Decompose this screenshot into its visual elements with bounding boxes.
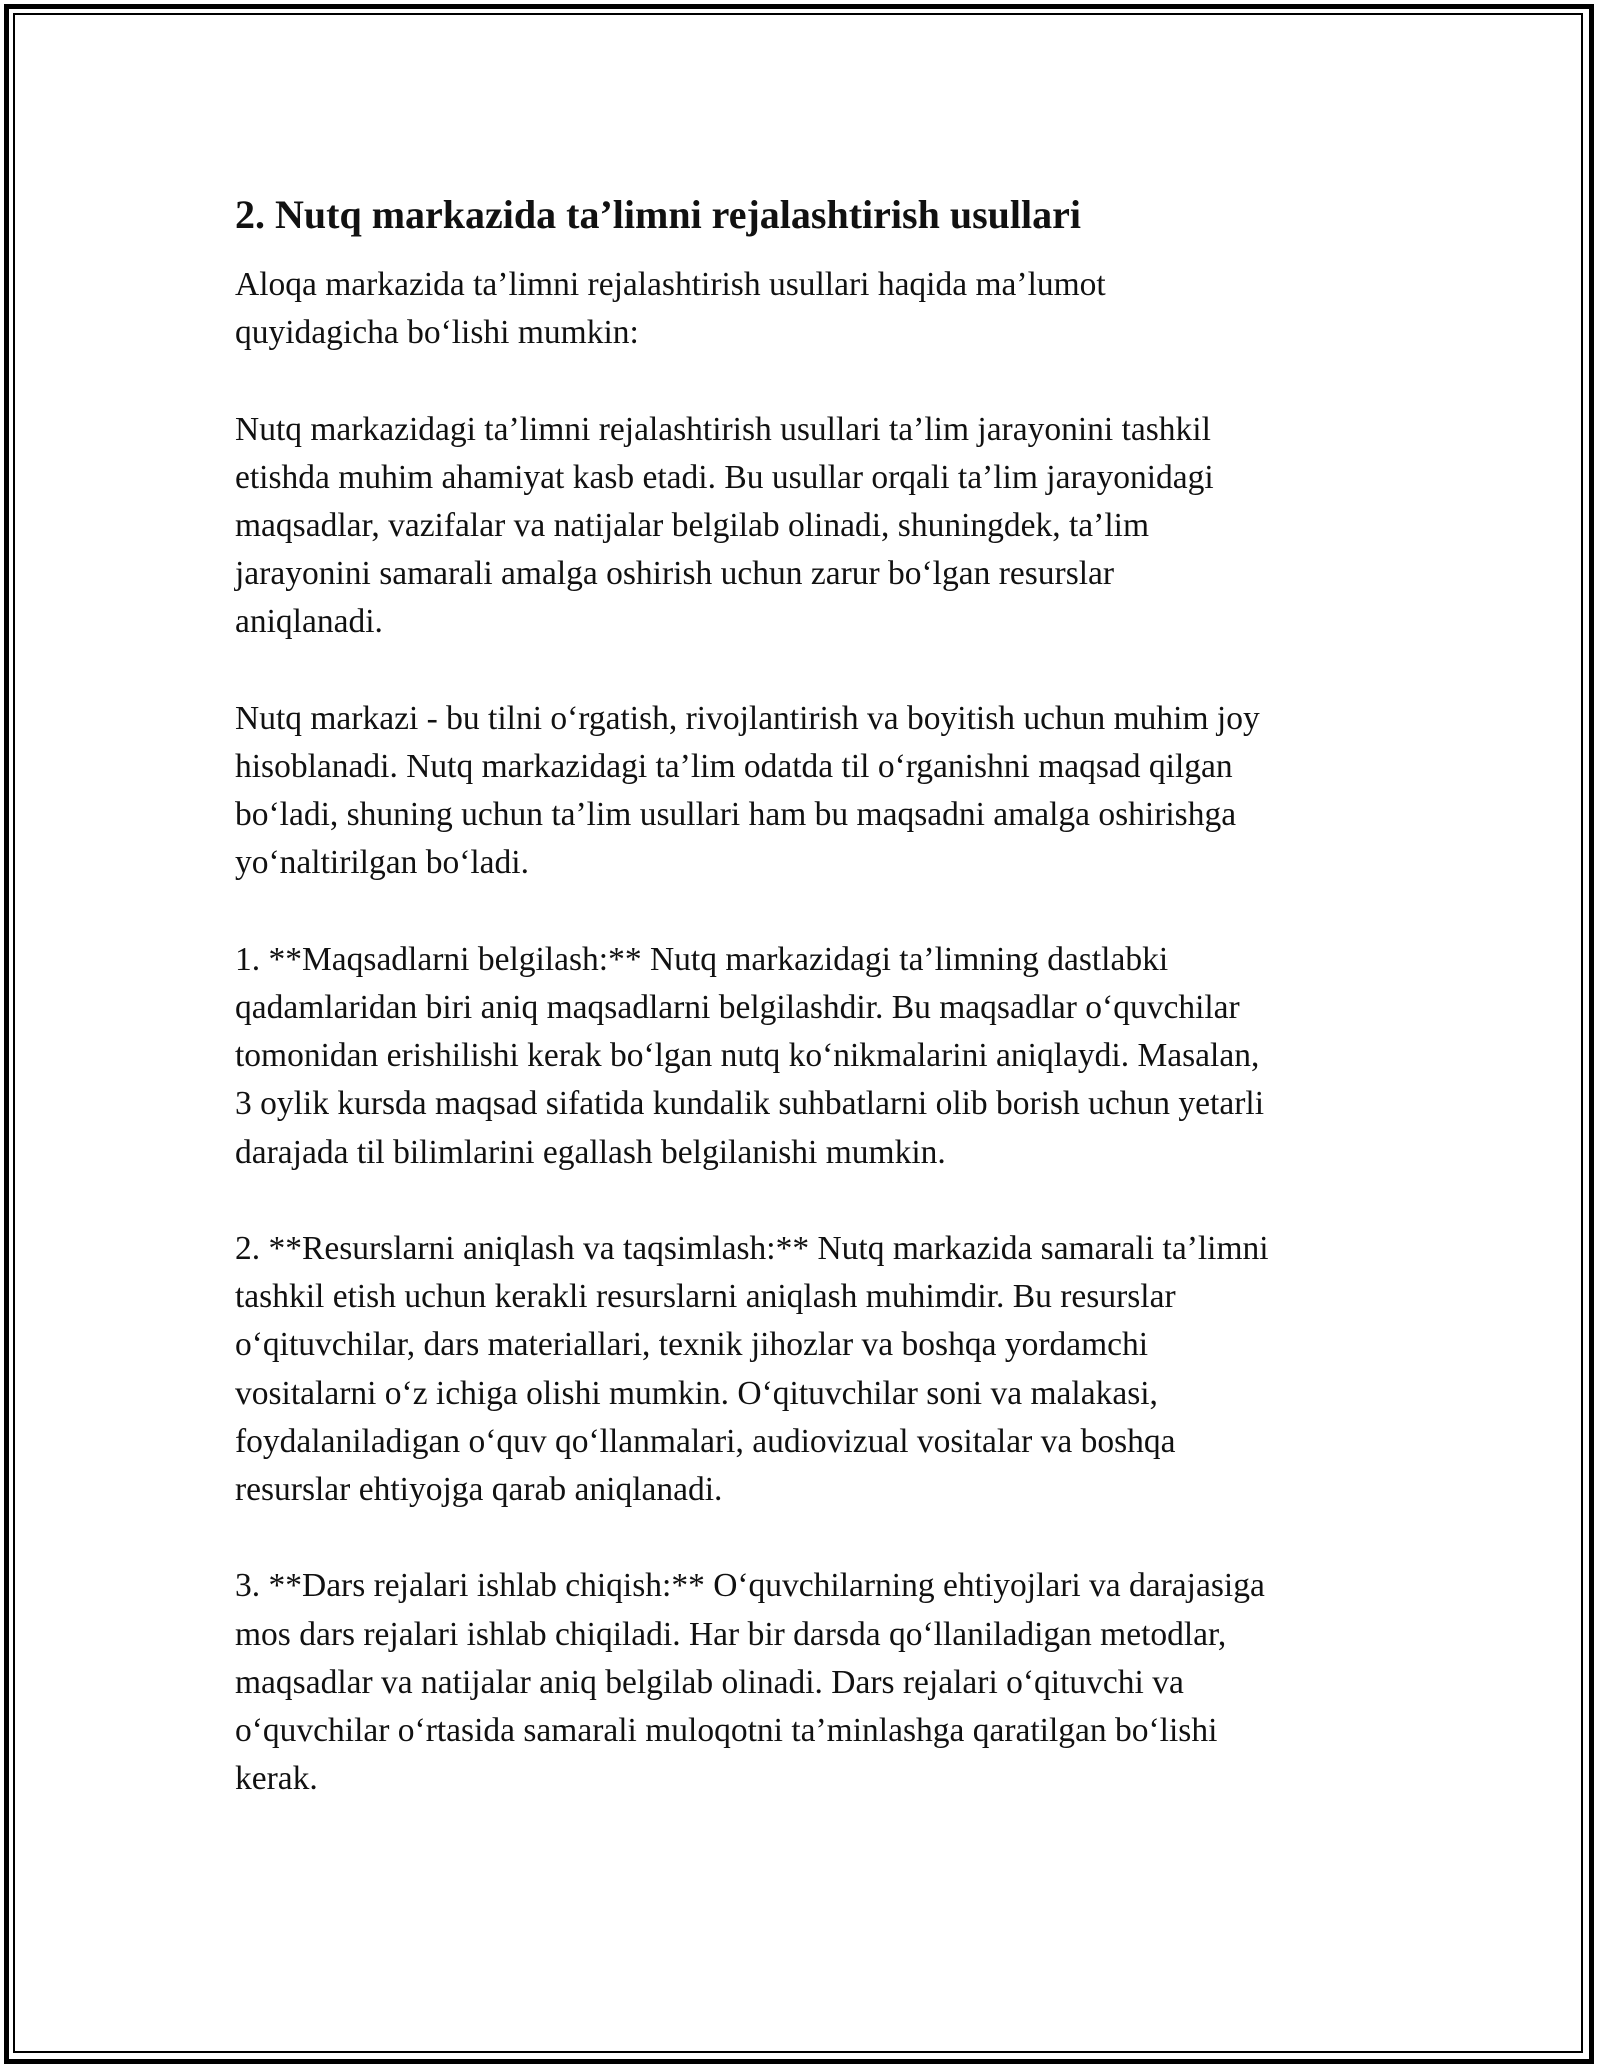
text-line: hisoblanadi. Nutq markazidagi ta’lim odatda til o‘rganishni maqsad qilgan — [235, 748, 1233, 785]
text-line: aniqlanadi. — [235, 603, 383, 641]
text-line: vositalarni o‘z ichiga olishi mumkin. O‘qituvchilar soni va malakasi, — [235, 1374, 1158, 1412]
text-line: 2. **Resurslarni aniqlash va taqsimlash:** Nutq markazida samarali ta’limni — [235, 1230, 1269, 1267]
list-item-resources — [235, 1225, 1385, 1514]
list-item-lesson-plans — [235, 1562, 1385, 1803]
text-line: bo‘ladi, shuning uchun ta’lim usullari ham bu maqsadni amalga oshirishga — [235, 796, 1237, 834]
text-line: quyidagicha bo‘lishi mumkin: — [235, 314, 639, 352]
text-line: o‘quvchilar o‘rtasida samarali muloqotni ta’minlashga qaratilgan bo‘lishi — [235, 1712, 1218, 1750]
text-line: 1. **Maqsadlarni belgilash:** Nutq markazidagi ta’limning dastlabki — [235, 940, 1169, 978]
text-line: Aloqa markazida ta’limni rejalashtirish usullari haqida ma’lumot — [235, 266, 1106, 303]
document-body — [235, 187, 1385, 1852]
text-line: resurslar ehtiyojga qarab aniqlanadi. — [235, 1471, 723, 1509]
paragraph-speech-center — [235, 695, 1385, 888]
text-line: Nutq markazi - bu tilni o‘rgatish, rivojlantirish va boyitish uchun muhim joy — [235, 699, 1260, 737]
section-heading: 2. Nutq markazida ta’limni rejalashtirish usullari — [235, 192, 1081, 237]
text-line: maqsadlar va natijalar aniq belgilab olinadi. Dars rejalari o‘qituvchi va — [235, 1663, 1184, 1701]
text-line: jarayonini samarali amalga oshirish uchun zarur bo‘lgan resurslar — [235, 555, 1115, 593]
text-line: tomonidan erishilishi kerak bo‘lgan nutq ko‘nikmalarini aniqlaydi. Masalan, — [235, 1037, 1260, 1075]
text-line: qadamlaridan biri aniq maqsadlarni belgilashdir. Bu maqsadlar o‘quvchilar — [235, 989, 1240, 1026]
text-line: yo‘naltirilgan bo‘ladi. — [235, 844, 529, 882]
text-line: Nutq markazidagi ta’limni rejalashtirish usullari ta’lim jarayonini tashkil — [235, 410, 1211, 448]
text-line: maqsadlar, vazifalar va natijalar belgilab olinadi, shuningdek, ta’lim — [235, 507, 1150, 544]
text-line: etishda muhim ahamiyat kasb etadi. Bu usullar orqali ta’lim jarayonidagi — [235, 458, 1214, 496]
text-line: foydalaniladigan o‘quv qo‘llanmalari, audiovizual vositalar va boshqa — [235, 1422, 1176, 1460]
text-line: tashkil etish uchun kerakli resurslarni aniqlash muhimdir. Bu resurslar — [235, 1278, 1176, 1316]
text-line: o‘qituvchilar, dars materiallari, texnik jihozlar va boshqa yordamchi — [235, 1326, 1149, 1364]
text-line: 3. **Dars rejalari ishlab chiqish:** O‘quvchilarning ehtiyojlari va darajasiga — [235, 1567, 1265, 1605]
paragraph-intro — [235, 261, 1385, 357]
text-line: 3 oylik kursda maqsad sifatida kundalik suhbatlarni olib borish uchun yetarli — [235, 1085, 1264, 1123]
list-item-goals — [235, 936, 1385, 1177]
text-line: kerak. — [235, 1760, 318, 1798]
text-line: mos dars rejalari ishlab chiqiladi. Har bir darsda qo‘llaniladigan metodlar, — [235, 1615, 1227, 1653]
paragraph-overview — [235, 406, 1385, 647]
text-line: darajada til bilimlarini egallash belgilanishi mumkin. — [235, 1133, 946, 1171]
